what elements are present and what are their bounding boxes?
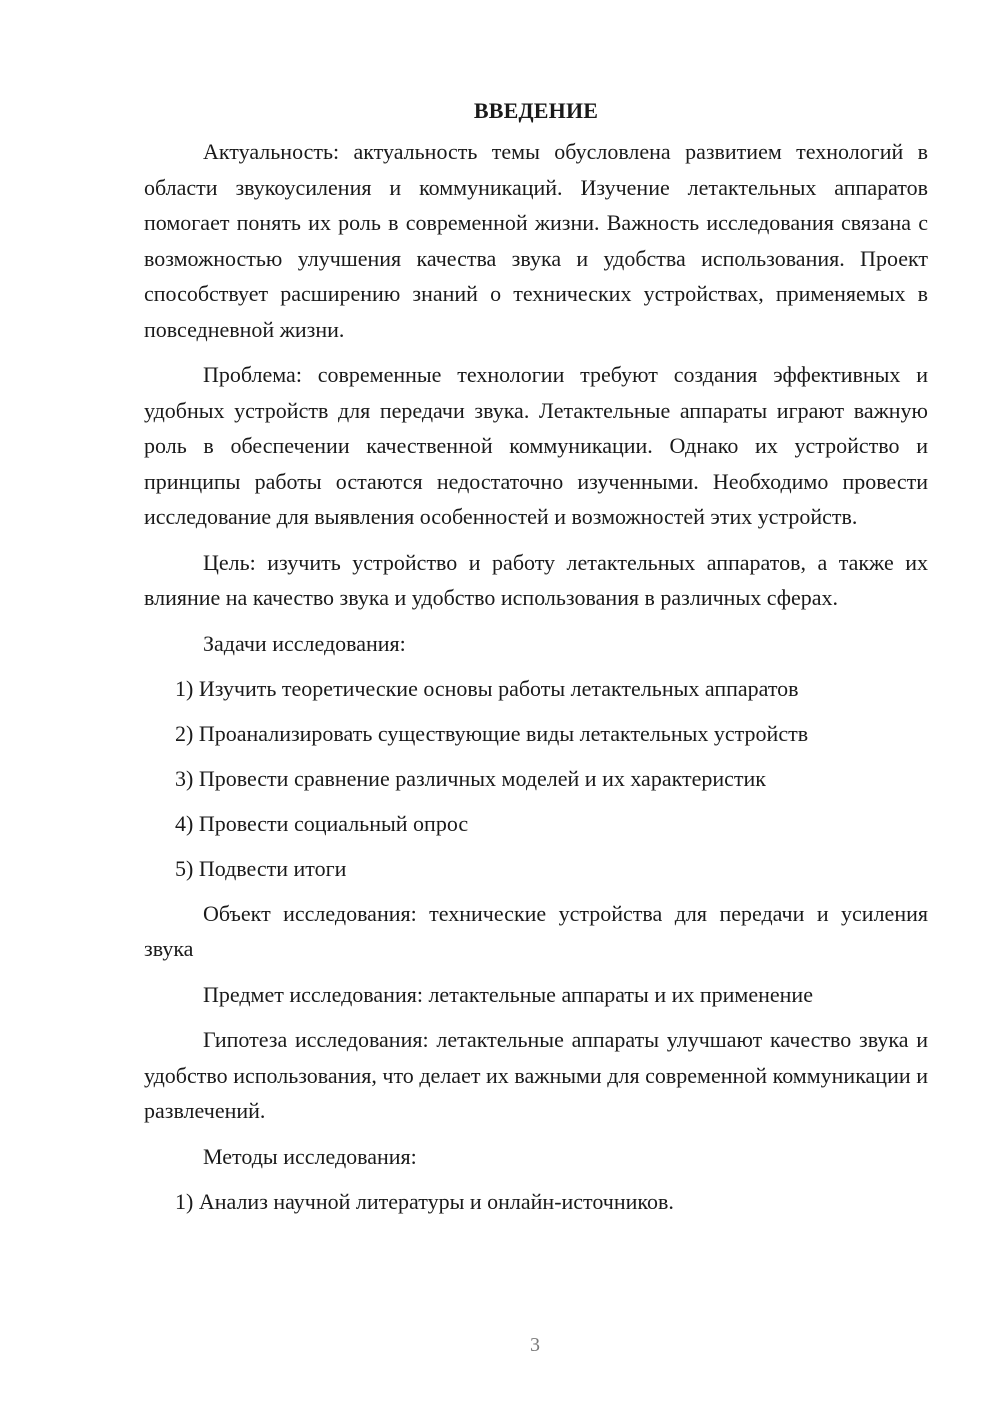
document-page	[144, 96, 928, 1229]
method-item-1: 1) Анализ научной литературы и онлайн-источников.	[175, 1188, 674, 1214]
page-number: 3	[530, 1334, 540, 1356]
task-item-2: 2) Проанализировать существующие виды летактельных устройств	[175, 720, 809, 746]
methods-heading: Методы исследования:	[203, 1143, 417, 1169]
task-item-3: 3) Провести сравнение различных моделей и их характеристик	[175, 765, 766, 791]
task-item-1: 1) Изучить теоретические основы работы летактельных аппаратов	[175, 675, 799, 701]
goal-paragraph: Цель: изучить устройство и работу летактельных аппаратов, а также их влияние на качество звука и удобство использования в различных сферах.	[144, 549, 928, 610]
subject-paragraph: Предмет исследования: летактельные аппараты и их применение	[203, 981, 813, 1007]
relevance-paragraph: Актуальность: актуальность темы обусловлена развитием технологий в области звукоусиления и коммуникаций. Изучение летактельных аппаратов помогает понять их роль в современной жизни. Важность исследования связана с возможностью улучшения качества звука и удобства использования. Проект способствует расширению знаний о технических устройствах, применяемых в повседневной жизни.	[144, 139, 928, 342]
task-item-5: 5) Подвести итоги	[175, 855, 347, 881]
hypothesis-paragraph: Гипотеза исследования: летактельные аппараты улучшают качество звука и удобство использования, что делает их важными для современной коммуникации и развлечений.	[144, 1027, 928, 1123]
tasks-heading: Задачи исследования:	[203, 630, 406, 656]
task-item-4: 4) Провести социальный опрос	[175, 810, 469, 836]
page-title: ВВЕДЕНИЕ	[473, 98, 599, 123]
problem-paragraph: Проблема: современные технологии требуют создания эффективных и удобных устройств для передачи звука. Летактельные аппараты играют важную роль в обеспечении качественной коммуникации. Однако их устройство и принципы работы остаются недостаточно изученными. Необходимо провести исследование для выявления особенностей и возможностей этих устройств.	[144, 362, 928, 529]
object-paragraph: Объект исследования: технические устройства для передачи и усиления звука	[144, 900, 928, 961]
